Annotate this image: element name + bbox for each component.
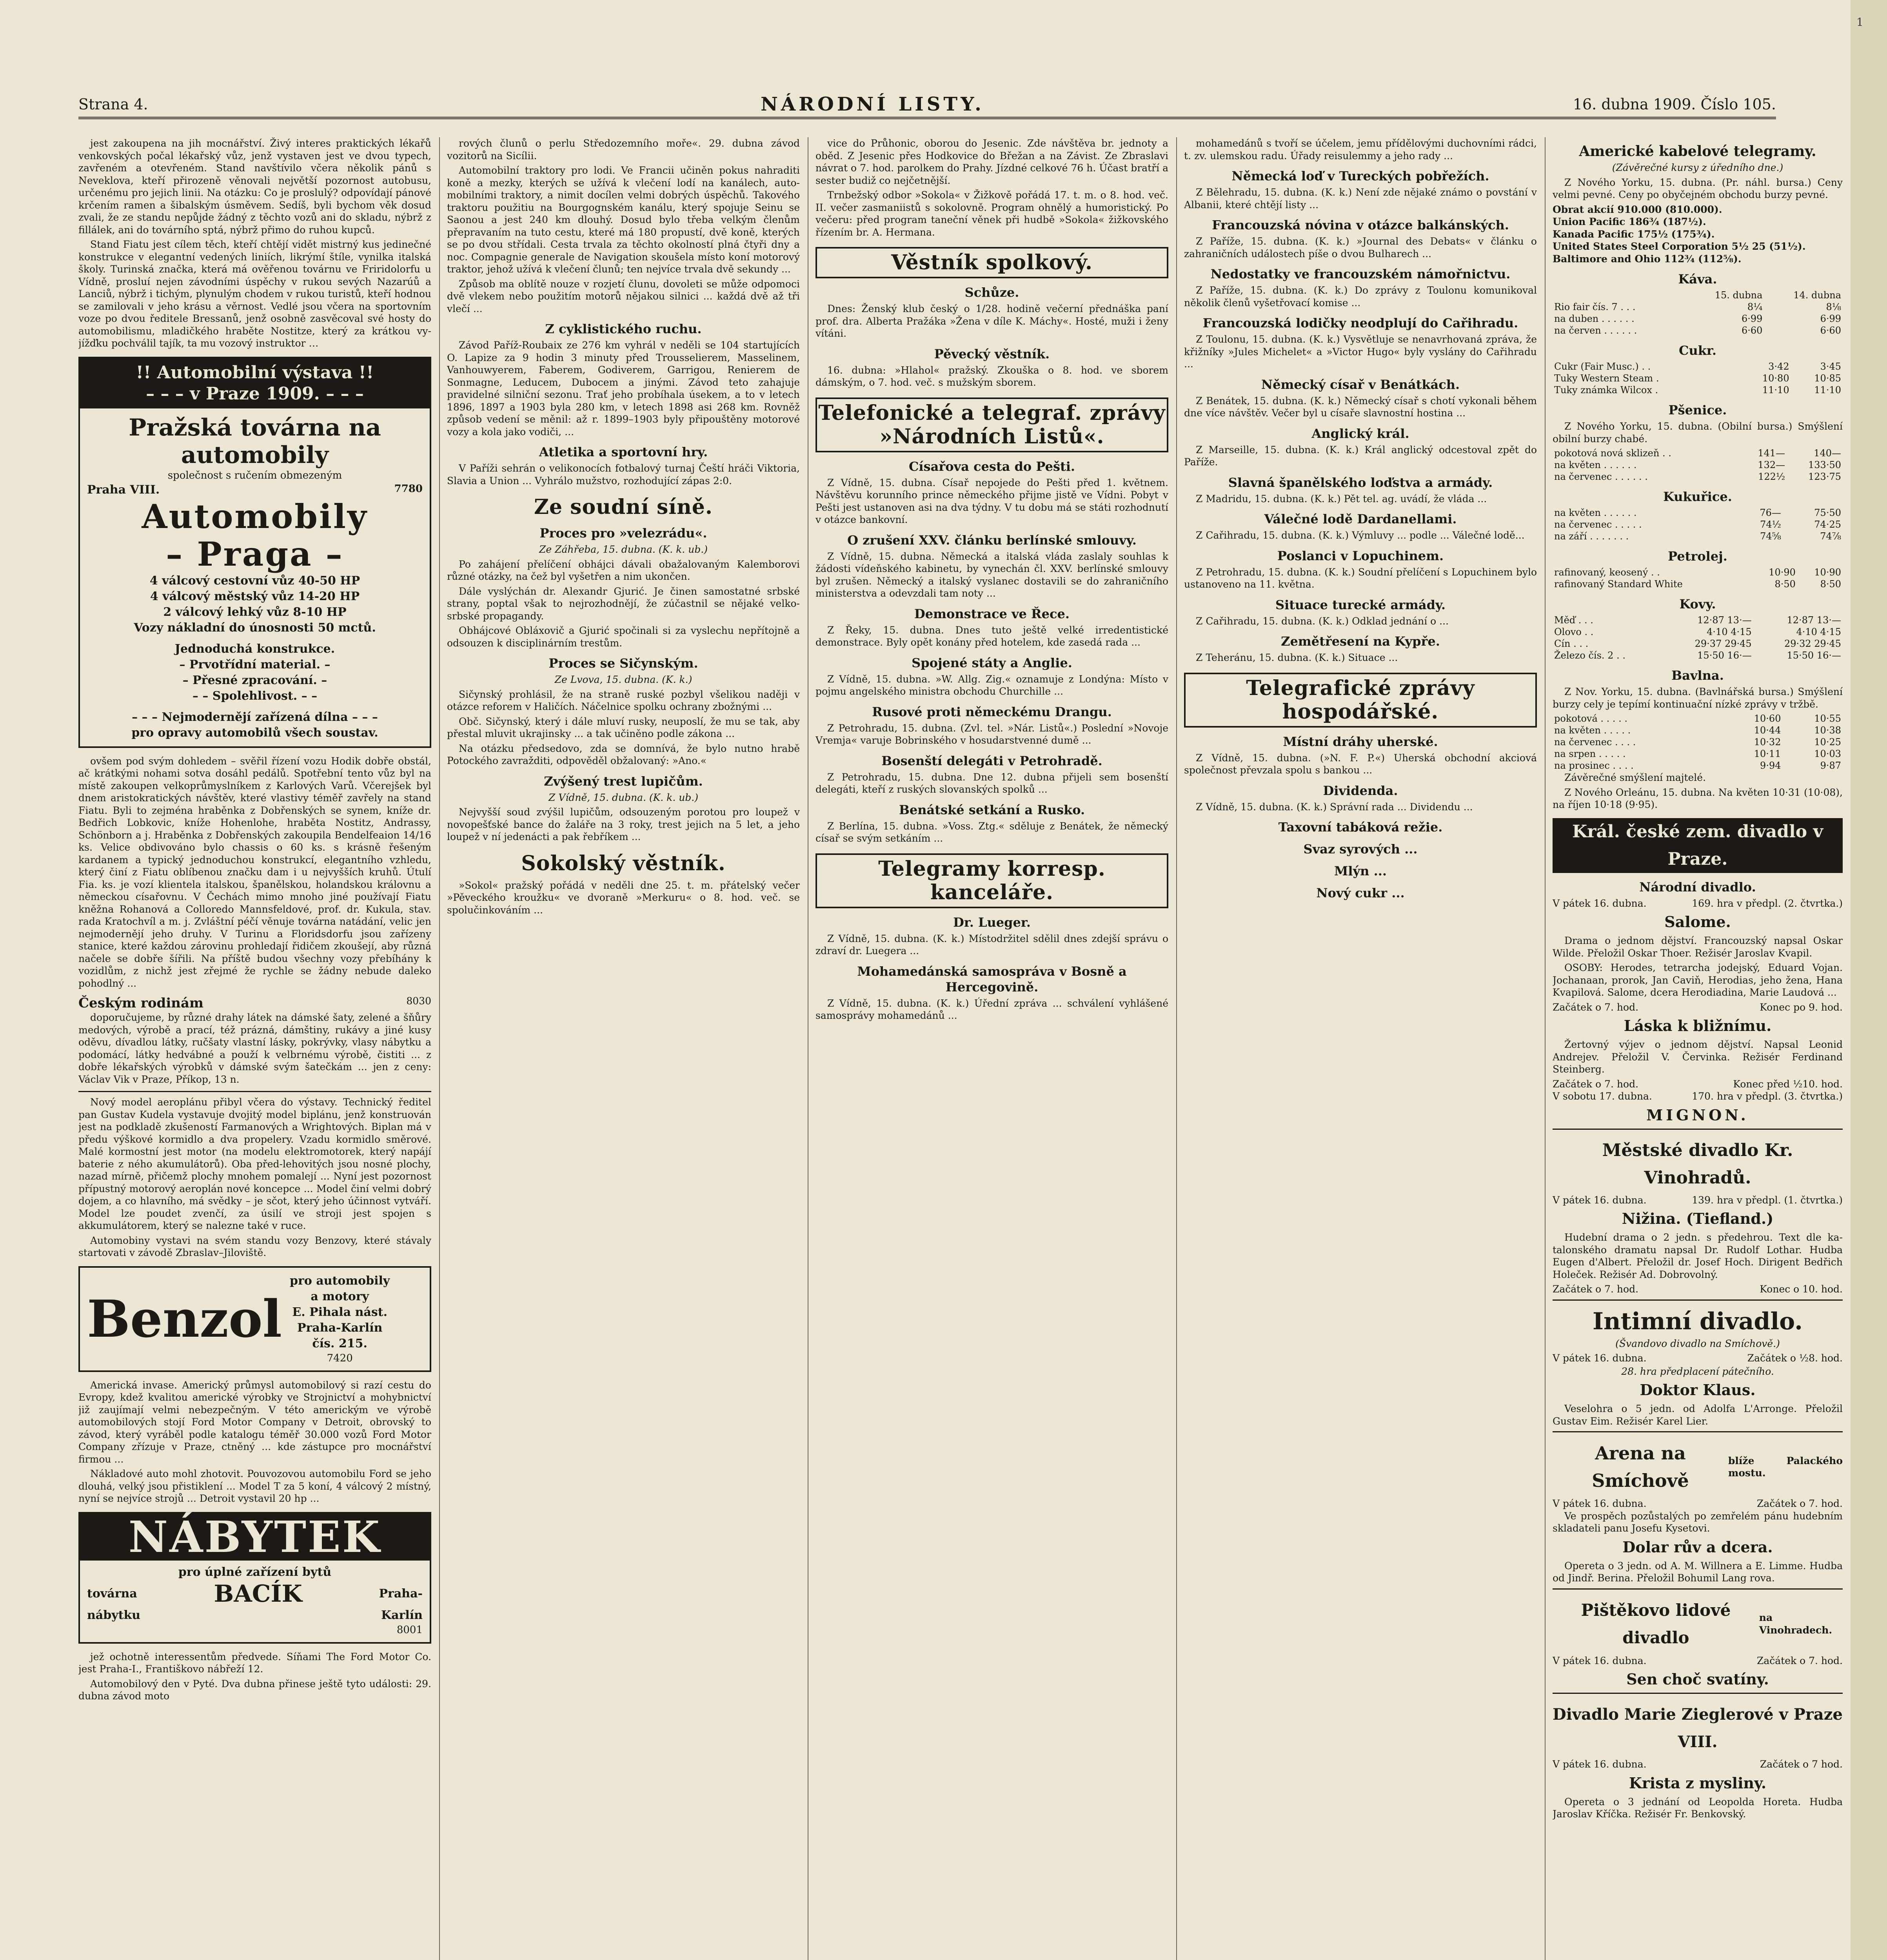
benzol-advertisement: Benzol pro automobily a motory E. Pihala nást. Praha-Karlín čís. 215. 7420: [78, 1266, 431, 1372]
column-3: [815, 137, 1168, 1960]
article-heading: Dividenda.: [1323, 783, 1398, 798]
column-2: [447, 137, 800, 1960]
stock-row: Baltimore and Ohio 112¾ (112⅝).: [1553, 253, 1742, 265]
column-rule: [439, 137, 440, 1960]
small-ad-title: Českým rodinám: [78, 995, 203, 1011]
article-paragraph: Z Vídně, 15. dubna. Německá a italská vláda zaslaly souhlas k žádosti vídeňského kabinetu, by vynechán čl. XXV. berlínské smlouvy byl zrušen. Německý a italský vyslanec dostavili se do zahraničního ministerstva a odevzdali tam noty ...: [815, 550, 1168, 599]
rate-value: 8·50: [1774, 579, 1796, 590]
cotton-table: [1553, 713, 1843, 771]
rate-row: [1553, 638, 1843, 650]
dateline: Z Vídně, 15. dubna. (K. k. ub.): [548, 791, 699, 803]
article-heading: Slavná španělského loďstva a armády.: [1228, 475, 1493, 490]
performance-time: Začátek o 7. hod. Konec před ½10. hod.: [1553, 1078, 1843, 1090]
theatre-heading: Divadlo Marie Zieglerové v Praze VIII.: [1553, 1705, 1843, 1751]
article-heading: O zrušení XXV. článku berlínské smlouvy.: [847, 532, 1137, 548]
article-paragraph: Z Nového Yorku, 15. dubna. (Pr. náhl. bursa.) Ceny velmi pevné. Ceny po obyčejném obchodu burzy pevné.: [1553, 176, 1843, 200]
article-paragraph: Z Petrohradu, 15. dubna. Dne 12. dubna přijeli sem bosenští delegáti, kteří z ruských slovanských spolků ...: [815, 771, 1168, 795]
theatre-heading: Arena na Smíchově: [1592, 1443, 1689, 1491]
article-heading: Rusové proti německému Drangu.: [872, 704, 1112, 719]
rate-row: [1553, 519, 1843, 530]
corn-table: [1553, 507, 1843, 542]
article-paragraph: Z Vídně, 15. dubna. (K. k.) Místodržitel sdělil dnes zdejší správu o zdraví dr. Luegera ...: [815, 933, 1168, 956]
rate-value: 123·75: [1808, 471, 1841, 482]
rate-label: pokotová . . . . .: [1554, 713, 1628, 724]
newspaper-title: NÁRODNÍ LISTY.: [761, 93, 984, 115]
rate-value: 10·90: [1769, 567, 1796, 578]
play-description: Opereta o 3 jednání od Leopolda Horeta. Hudba Jaroslav Kříčka. Režisér Fr. Benkovský.: [1553, 1796, 1843, 1820]
rate-label: na červen . . . . . .: [1554, 325, 1637, 336]
section-heading: Americké kabelové telegramy.: [1579, 143, 1816, 160]
theatre-subheading: Národní divadlo.: [1639, 879, 1756, 895]
benzol-word: Benzol: [87, 1289, 282, 1349]
article-paragraph: Dnes: Ženský klub český o 1/28. hodině večerní přednáška paní prof. dra. Alberta Pražáka »Žena v díle K. Máchy«. Hosté, muži i ženy vítáni.: [815, 303, 1168, 339]
article-heading: Místní dráhy uherské.: [1283, 734, 1438, 749]
rate-label: rafinovaný Standard White: [1554, 579, 1683, 590]
article-paragraph: Z Cařihradu, 15. dubna. (K. k.) Odklad jednání o ...: [1196, 615, 1449, 627]
article-paragraph: Z Madridu, 15. dubna. (K. k.) Pět tel. ag. uvádí, že vláda ...: [1196, 493, 1487, 505]
performance-row: V pátek 16. dubna. 139. hra v předpl. (1. čtvrtka.): [1553, 1194, 1843, 1206]
article-heading: Mlýn ...: [1334, 864, 1387, 878]
rate-label: Rio fair čís. 7 . . .: [1554, 301, 1636, 312]
rate-value: 133·50: [1808, 459, 1841, 470]
play-title: Sen choč svatíny.: [1626, 1670, 1769, 1688]
rate-label: Železo čís. 2 . .: [1554, 650, 1625, 661]
rate-value: 10·44: [1754, 725, 1781, 736]
rate-label: na květen . . . . .: [1554, 725, 1631, 736]
section-heading: Sokolský věstník.: [521, 851, 726, 875]
theatre-heading: Král. české zem. divadlo v Praze.: [1553, 818, 1843, 873]
rate-row: [1553, 578, 1843, 590]
article-paragraph: Automobilní traktory pro lodi. Ve Francii učiněn pokus nahraditi koně a mezky, kterých se užívá k vlečení lodí na kanálech, automobilními traktory, a nimit docílen velmi dobrých úspěchů. Takového traktoru použitiu na Bourgognském kanálu, který spojuje Seinu se Saonou a jest 240 km dlouhý. Dosud bylo třeba velkým členům přepravaním na tuto cestu, které má 180 propustí, dvě koně, kterých se po dvou střídali. Cesta trvala za těchto okolností plná čtyři dny a noc. Compagnie generale de Navigation skoušela místo koní motorový traktor, jehož užívá k vlečení člunů; ten nejvíce trvala dvě sekundy ...: [447, 165, 800, 275]
rate-row: [1553, 650, 1843, 661]
commodity-heading: Káva.: [1678, 272, 1717, 287]
article-paragraph: Automobiny vystavi na svém standu vozy Benzovy, které stávaly startovati v závodě Zbraslav–Jiloviště.: [78, 1234, 431, 1258]
petroleum-table: [1553, 566, 1843, 590]
dateline: Ze Lvova, 15. dubna. (K. k.): [554, 674, 692, 685]
rate-label: na červenec . . . . .: [1554, 519, 1642, 530]
rate-value: 29·37 29·45: [1694, 638, 1752, 649]
rate-row: [1553, 566, 1843, 578]
article-paragraph: Z Vídně, 15. dubna. »W. Allg. Zig.« oznamuje z Londýna: Místo v pojmu angelského ministra obchodu Churchille ...: [815, 673, 1168, 697]
article-paragraph: Z Paříže, 15. dubna. (K. k.) »Journal des Debats« v článku o zahraničních událostech píše o dvou Bulharech ...: [1184, 236, 1537, 260]
article-heading: Proces se Sičynským.: [548, 656, 698, 671]
article-heading: Císařova cesta do Pešti.: [908, 459, 1075, 474]
rate-value: 74⅞: [1820, 531, 1841, 542]
play-description: Drama o jednom dějství. Francouzský napsal Oskar Wilde. Přeložil Oskar Thoer. Režisér Jaroslav Kvapil.: [1553, 935, 1843, 959]
rate-row: [1553, 459, 1843, 471]
rate-label: na květen . . . . . .: [1554, 507, 1637, 518]
article-heading: Benátské setkání a Rusko.: [899, 802, 1085, 817]
article-heading: Poslanci v Lopuchinem.: [1277, 548, 1444, 563]
article-heading: Nový cukr ...: [1316, 886, 1405, 900]
commodity-heading: Pšenice.: [1668, 403, 1727, 417]
rate-value: 8¼: [1747, 301, 1763, 312]
rate-row: [1553, 507, 1843, 519]
nabytek-advertisement: NÁBYTEK pro úplné zařízení bytů továrna BACÍK Praha- nábytku Karlín 8001: [78, 1512, 431, 1644]
rate-value: 6·60: [1742, 325, 1763, 336]
issue-date: 16. dubna 1909. Číslo 105.: [1573, 96, 1776, 113]
article-paragraph: Z Vídně, 15. dubna. (K. k.) Úřední zpráva ... schválení vyhlášené samosprávy mohamedánů ...: [815, 997, 1168, 1021]
article-heading: Nedostatky ve francouzském námořnictvu.: [1210, 267, 1511, 281]
article-paragraph: Z Paříže, 15. dubna. (K. k.) Do zprávy z Toulonu komunikoval několik členů vyšetřovací komise ...: [1184, 285, 1537, 309]
play-description: Veselohra o 5 jedn. od Adolfa L'Arronge. Přeložil Gustav Eim. Režisér Karel Lier.: [1553, 1403, 1843, 1427]
praga-advertisement: [78, 357, 431, 748]
performance-row: V pátek 16. dubna. 169. hra v předpl. (2. čtvrtka.): [1553, 897, 1843, 909]
article-paragraph: Z Teheránu, 15. dubna. (K. k.) Situace ...: [1196, 652, 1398, 663]
small-ad-text: doporučujeme, by různé drahy látek na dámské šaty, zelené a šňůry medových, výrobě a prací, též prázná, dámštiny, rukávy a jiné kusy oděvu, dívadlou látky, ručšaty vlastní lásky, pokrývky, vlasy nábytku a podomácí, látky hedvábné a použí k velbrnému výrobě, čistiti ... z dobře lékařských výrobků v dámské svým šatečkám ... jen z ceny: Václav Vik v Praze, Příkop, 13 n.: [78, 1012, 431, 1085]
article-paragraph: 16. dubna: »Hlahol« pražský. Zkouška o 8. hod. ve sborem dámským, o 7. hod. več. s mužským sborem.: [815, 364, 1168, 388]
rate-row: [1553, 361, 1843, 372]
ad-company-sub: společnost s ručením obmezeným: [167, 469, 342, 481]
divider: [1553, 1588, 1843, 1590]
article-heading: Mohamedánská samospráva v Bosně a Hercegovině.: [857, 964, 1127, 995]
article-paragraph: Závěrečné smýšlení majtelé.: [1564, 772, 1706, 783]
stock-row: Union Pacific 186¾ (187½).: [1553, 216, 1706, 227]
ad-banner: !! Automobilní výstava !! – – – v Praze 1909. – – –: [80, 358, 430, 408]
article-paragraph: Z Nového Yorku, 15. dubna. (Obilní bursa.) Smýšlení obilní burzy chabé.: [1553, 421, 1843, 445]
rate-value: 9·87: [1820, 760, 1841, 771]
rate-label: rafinovaný, keosený . .: [1554, 567, 1660, 578]
rate-label: na červenec . . . . . .: [1554, 471, 1648, 482]
article-paragraph: mohamedánů s tvoří se účelem, jemu přídělovými duchovními rádci, t. zv. ulemskou radu. Úřady reisulemmy a jeho rady ...: [1184, 138, 1537, 162]
dateline: Ze Záhřeba, 15. dubna. (K. k. ub.): [539, 544, 708, 555]
commodity-heading: Bavlna.: [1671, 668, 1724, 683]
rate-row: [1553, 313, 1843, 325]
article-heading: Anglický král.: [1311, 426, 1409, 441]
theatre-subheading: (Švandovo divadlo na Smíchově.): [1615, 1338, 1780, 1349]
article-heading: Bosenští delegáti v Petrohradě.: [881, 753, 1102, 768]
stock-list: [1553, 203, 1843, 265]
page-header: [78, 93, 1776, 119]
article-paragraph: rových člunů o perlu Středozemního moře«. 29. dubna závod vozitorů na Sicílii.: [447, 138, 800, 162]
rate-value: 10·85: [1814, 373, 1841, 384]
rate-label: Cín . . .: [1554, 638, 1589, 649]
play-title: Krista z mysliny.: [1629, 1774, 1767, 1792]
commodity-heading: Cukr.: [1679, 343, 1716, 358]
article-heading: Demonstrace ve Řece.: [914, 606, 1070, 621]
article-paragraph: Nejvyšší soud zvýšil lupičům, odsouzeným porotou pro loupež v novopešťské bance do žaláře na 3 roky, trest jejich na 5 let, a jeho loupež v ní jedenácti a pak řebříkem ...: [447, 806, 800, 842]
article-paragraph: Způsob ma oblítě nouze v rozjetí člunu, dovoleti se může odpomoci dvě vlekem nebo použitím motorů nějakou silnici ... každá dvě až tři vlečí ...: [447, 278, 800, 314]
rate-label: Cukr (Fair Musc.) . .: [1554, 361, 1651, 372]
article-paragraph: Závod Paříž-Roubaix ze 276 km vyhrál v neděli se 104 startujících O. Lapize za 9 hodin 3 minuty před Trousselierem, Masselinem, Vanhouwyerem, Faberem, Godiverem, Garrigou, Renierem de Sonmagne, Leducem, Dubocem a jinými. Závod teto zahajuje pravidelné silniční sezonu. Trať jeho probíhala úsekem, a to v letech 1896, 1897 a 1903 byla 280 km, v letech 1898 asi 268 km. Rovněž způsob vedení se měnil: až r. 1899–1903 byly připouštěny motorové vozy a kola jako vodiči, ...: [447, 339, 800, 437]
rate-value: 11·10: [1814, 385, 1841, 396]
play-title: Salome.: [1664, 913, 1731, 931]
article-paragraph: Z Cařihradu, 15. dubna. (K. k.) Výmluvy ... podle ... Válečné lodě...: [1196, 530, 1525, 541]
divider: [1553, 1431, 1843, 1432]
article-paragraph: ovšem pod svým dohledem – svěřil řízení vozu Hodik dobře obstál, ač krátkými nohami sotva dosáhl pedálů. Spotřební tento vůz byl na místě zakoupen velkoprůmyslníkem z Karlových Varů. Včerejšek byl dnem aristokratických návštěv, které vlastivy téměř zavřely na stand Fiatu. Byli to zejména hraběnka z Dobřenských se synem, kníže dr. Bedřich Lobkovic, kníže Hohenlohe, hraběta Nostitz, Andrassy, Schönborn a j. Hraběnka z Dobřenských zakoupila Bendelfeaion 14/16 ks. Velice obdivováno bylo chassis o 60 ks. s krásně řešeným kardanem a typický jednoduchou konstrukcí, elegantního vzhledu, který činí z Fiatu oblíbenou značku dam i u nejvyšších kruhů. Útulí Fia. ks. je vozí klientela italskou, španělskou, holandskou královnu a německou císařovnu. V Čechách mimo mnoho jiné používají Fiatu kněžna Rohanová a Colloredo Mannsfeldové, prof. dr. Kukula, stav. rada Kratochvíl a m. j. Zvláštní péčí věnuje továrna natádání, velic jen nejmodernějí jeho druhy. V Turinu a Floridsdorfu jsou zařízeny stanice, které každou zárovinu prohledají řidičem zkoušejí, aby různá načele se dobře šířili. Na příště budou všechny vozy přebíhány k vozidlům, z nichž jest zřejmé že rychle se žádny nebude daleko pohodlný ...: [78, 755, 431, 989]
article-heading: Situace turecké armády.: [1275, 597, 1446, 612]
column-5: Americké kabelové telegramy. (Závěrečné kursy z úředního dne.) Z Nového Yorku, 15. dubna. (Pr. náhl. bursa.) Ceny velmi pevné. Ceny po obyčejném obchodu burzy pevné. Obrat akcií 910.000 (810.000). Union Pacific 186¾ (187½). Kanada Pacific 175½ (175¾). United States Steel Corporation 5½ 25 (51½). Baltimore and Ohio 112¾ (112⅝). Káva. 15. dubna 14. dubna Rio fair čís. 7 . . . 8¼ 8⅛ na duben . . . . . . 6·99 6·99 na červen . . . . . . 6·60 6·60 Cukr. Cukr (Fair Musc.) . . 3·42 3·45 Tuky Western Steam . 10·80 10·85 Tuky známka Wilcox . 11·10 11·10 Pšenice. Z Nového Yorku, 15. dubna. (Obilní bursa.) Smýšlení obilní burzy chabé. pokotová nová sklizeň . . 141— 140— na květen . . . . . . 132— 133·50 na červenec . . . . . . 122½ 123·75 Kukuřice. na květen . . . . . . 76— 75·50 na červenec . . . . . 74½ 74·25 na září . . . . . . . 74⅝ 74⅞ Petrolej. rafinovaný, keosený . . 10·90 10·90 rafinovaný Standard White 8·50 8·50 Kovy. Měď . . . 12·87 13·— 12·87 13·— Olovo . . 4·10 4·15 4·10 4·15 Cín . . . 29·37 29·45 29·32 29·45 Železo čís. 2 . . 15·50 16·— 15·50 16·— Bavlna. Z Nov. Yorku, 15. dubna. (Bavlnářská bursa.) Smýšlení burzy cely je tepímí kontinuační nízké zprávy v tržbě. pokotová . . . . . 10·60 10·55 na květen . . . . . 10·44 10·38 na červenec . . . . 10·32 10·25 na srpen . . . . . 10·11 10·03 na prosinec . . . . 9·94 9·87 Závěrečné smýšlení majtelé. Z Nového Orleánu, 15. dubna. Na květen 10·31 (10·08), na říjen 10·18 (9·95). Král. české zem. divadlo v Praze. Národní divadlo. V pátek 16. dubna. 169. hra v předpl. (2. čtvrtka.) Salome. Drama o jednom dějství. Francouzský napsal Oskar Wilde. Přeložil Oskar Thoer. Režisér Jaroslav Kvapil. OSOBY: Herodes, tetrarcha jodejský, Eduard Vojan. Jochanaan, prorok, Jan Caviň, Herodias, jeho žena, Hana Kvapilová. Salome, dcera Herodiadina, Marie Laudová ... Začátek o 7. hod. Konec po 9. hod. Láska k bližnímu. Žertovný výjev o jednom dějství. Napsal Leonid Andrejev. Přeložil V. Červinka. Režisér Ferdinand Steinberg. Začátek o 7. hod. Konec před ½10. hod. V sobotu 17. dubna. 170. hra v předpl. (3. čtvrtka.) MIGNON. Městské divadlo Kr. Vinohradů. V pátek 16. dubna. 139. hra v předpl. (1. čtvrtka.) Nižina. (Tiefland.) Hudební drama o 2 jedn. s předehrou. Text dle katalonského dramatu napsal Dr. Rudolf Lothar. Hudba Eugen d'Albert. Přeložil dr. Josef Hoch. Dirigent Bedřich Holeček. Režisér Ad. Dobrovolný. Začátek o 7. hod. Konec o 10. hod. Intimní divadlo. (Švandovo divadlo na Smíchově.) V pátek 16. dubna. Začátek o ½8. hod. 28. hra předplacení pátečního. Doktor Klaus. Veselohra o 5 jedn. od Adolfa L'Arronge. Přeložil Gustav Eim. Režisér Karel Lier. Arena na Smíchově blíže Palackého mostu. V pátek 16. dubna. Začátek o 7. hod. Ve prospěch pozůstalých po zemřelém pánu hudebním skladateli panu Josefu Kysetovi. Dolar rův a dcera. Opereta o 3 jedn. od A. M. Willnera a E. Limme. Hudba od Jindř. Berina. Přeložil Bohumil Lang rova. Pištěkovo lidové divadlo na Vinohradech. V pátek 16. dubna. Začátek o 7. hod. Sen choč svatíny. Divadlo Marie Zieglerové v Praze VIII. V pátek 16. dubna. Začátek o 7 hod. Krista z mysliny. Opereta o 3 jednání od Leopolda Horeta. Hudba Jaroslav Kříčka. Režisér Fr. Benkovský.: [1553, 143, 1843, 1820]
rate-row: [1553, 447, 1843, 459]
ad-feature: pro opravy automobilů všech soustav.: [131, 726, 378, 740]
small-ad-number: 8030: [406, 995, 431, 1007]
article-paragraph: Sičynský prohlásil, že na straně ruské pozbyl všelikou naději v otázce reforem v Haličích. Náčelnice spolku ochrany zbožnými ...: [447, 688, 800, 712]
article-heading: Proces pro »velezrádu«.: [539, 526, 707, 541]
article-paragraph: Trnbežský odbor »Sokola« v Žižkově pořádá 17. t. m. o 8. hod. več. II. večer zasmaniistů s sokolovně. Program ohnělý a humoristický. Po večeru: před program taneční věnek při hudbě »Sokola« žižkovského řízením br. A. Hermana.: [815, 189, 1168, 238]
article-heading: Dr. Lueger.: [953, 915, 1031, 930]
commodity-heading: Kovy.: [1679, 597, 1716, 612]
rate-value: 6·99: [1820, 313, 1841, 324]
article-paragraph: Z Petrohradu, 15. dubna. (Zvl. tel. »Nár. Listů«.) Poslední »Novoje Vremja« varuje Bobrinského v hosudarstvenné dumě ...: [815, 722, 1168, 746]
article-paragraph: Z Vídně, 15. dubna. (K. k.) Správní rada ... Dividendu ...: [1196, 801, 1473, 813]
rate-label: na květen . . . . . .: [1554, 459, 1637, 470]
section-heading: Z cyklistického ruchu.: [545, 321, 702, 336]
article-paragraph: Z Bělehradu, 15. dubna. (K. k.) Není zde nějaké známo o povstání v Albanii, které chtějí listy ...: [1184, 187, 1537, 211]
rate-value: 10·60: [1754, 713, 1781, 724]
rate-row: [1553, 713, 1843, 724]
nabytek-word: NÁBYTEK: [80, 1514, 430, 1561]
divider: [1553, 1299, 1843, 1301]
article-paragraph: Dále vyslýchán dr. Alexandr Gjurić. Je činen samostatné srbské strany, poptal však to nejrozhodnějí, že zúčastnil se nějaké velkosrbské propagandy.: [447, 585, 800, 622]
rate-label: Tuky Western Steam .: [1554, 373, 1659, 384]
article-heading: Francouzská nóvina v otázce balkánských.: [1212, 218, 1509, 232]
rate-value: 8·50: [1820, 579, 1841, 590]
article-heading: Spojené státy a Anglie.: [912, 655, 1072, 670]
performance-row: V sobotu 17. dubna. 170. hra v předpl. (3. čtvrtka.): [1553, 1091, 1843, 1102]
rate-value: 122½: [1758, 471, 1785, 482]
article-heading: Francouzská lodičky neodplují do Cařihradu.: [1202, 316, 1518, 330]
rate-value: 3·42: [1768, 361, 1789, 372]
article-paragraph: Obhájcové Obláxovič a Gjurić spočinali si za vyslechu nepřítojně a odsouzen k disciplinárním trestům.: [447, 625, 800, 649]
rate-value: 10·55: [1814, 713, 1841, 724]
play-description: Žertovný výjev o jednom dějství. Napsal Leonid Andrejev. Přeložil V. Červinka. Režisér Ferdinand Steinberg.: [1553, 1039, 1843, 1075]
rate-value: 10·25: [1814, 737, 1841, 748]
article-paragraph: Z Benátek, 15. dubna. (K. k.) Německý císař s chotí vykonali během dne více návštěv. Večer byl u císaře slavnostní hostina ...: [1184, 395, 1537, 419]
rate-label: Měď . . .: [1554, 615, 1593, 626]
play-title: Láska k bližnímu.: [1624, 1017, 1772, 1034]
article-paragraph: Stand Fiatu jest cílem těch, kteří chtějí vidět mistrný kus jedinečné konstrukce v elegantní vedených liniích, likrýmí štíle, vynilka italská školy. Turinská značka, která má ověřenou továrnu ve Friridolorfu u Vídně, prosluí nejen závodními úspěchy v rukou sevých Nazarúů a Lanciů, nýbrž i tichým, plynulým chodem v rukou turistů, kteří hodnou se zamilovali v jeho krásu a věrnost. Vedlé jsou včera na sportovním voze po dvou ředitele Bressanů, jenž osobně zasvěcoval své hosty do automobilismu, mladičkého hraběte Nostitze, který za krátkou vyjížďku pochválil tajík, ta mu vozový instruktor …: [78, 239, 431, 349]
rate-value: 10·80: [1762, 373, 1789, 384]
play-cast: OSOBY: Herodes, tetrarcha jodejský, Eduard Vojan. Jochanaan, prorok, Jan Caviň, Herodias, jeho žena, Hana Kvapilová. Salome, dcera Herodiadina, Marie Laudová ...: [1553, 962, 1843, 998]
rate-row: [1553, 748, 1843, 760]
rate-value: 74·25: [1814, 519, 1841, 530]
article-paragraph: Z Nového Orleánu, 15. dubna. Na květen 10·31 (10·08), na říjen 10·18 (9·95).: [1553, 786, 1843, 810]
stock-row: Obrat akcií 910.000 (810.000).: [1553, 203, 1722, 215]
play-title: MIGNON.: [1646, 1106, 1749, 1124]
rate-row: [1553, 471, 1843, 483]
rate-value: 4·10 4·15: [1707, 626, 1752, 637]
commodity-heading: Petrolej.: [1668, 549, 1727, 564]
rate-value: 12·87 13·—: [1697, 615, 1752, 626]
rate-value: 6·60: [1820, 325, 1841, 336]
column-4: [1184, 137, 1537, 1960]
theatre-heading-row: Arena na Smíchově blíže Palackého mostu.: [1553, 1436, 1843, 1497]
section-subheading: (Závěrečné kursy z úředního dne.): [1612, 162, 1783, 173]
rate-value: 15·50 16·—: [1787, 650, 1841, 661]
theatre-heading-row: Pištěkovo lidové divadlo na Vinohradech.: [1553, 1593, 1843, 1655]
rate-value: 3·45: [1820, 361, 1841, 372]
rate-row: [1553, 736, 1843, 748]
metals-table: [1553, 614, 1843, 661]
rate-value: 132—: [1758, 459, 1785, 470]
article-heading: Zemětřesení na Kypře.: [1281, 634, 1440, 649]
rate-value: 15·50 16·—: [1697, 650, 1752, 661]
nabytek-brand: BACÍK: [214, 1580, 302, 1608]
ad-feature: Jednoduchá konstrukce.: [174, 642, 335, 656]
stock-row: United States Steel Corporation 5½ 25 (51½).: [1553, 241, 1806, 252]
rate-value: 4·10 4·15: [1796, 626, 1841, 637]
play-description: Ve prospěch pozůstalých po zemřelém pánu hudebním skladateli panu Josefu Kysetovi.: [1553, 1510, 1843, 1534]
ad-company-name: Pražská továrna na automobily: [129, 414, 381, 469]
rate-value: 76—: [1760, 507, 1781, 518]
article-paragraph: Z Vídně, 15. dubna. (»N. F. P.«) Uherská obchodní akciová společnost převzala spolu s bankou ...: [1184, 752, 1537, 776]
rate-value: 11·10: [1762, 385, 1789, 396]
article-paragraph: Z Petrohradu, 15. dubna. (K. k.) Soudní přelíčení s Lopuchinem bylo ustanoveno na 11. května.: [1184, 566, 1537, 590]
article-paragraph: Automobilový den v Pyté. Dva dubna přinese ještě tyto události: 29. dubna závod moto: [78, 1678, 431, 1702]
rate-value: 10·11: [1754, 748, 1781, 759]
article-paragraph: Z Řeky, 15. dubna. Dnes tuto ještě velké irredentistické demonstrace. Byly opět konány před hotelem, kde zasedá rada ...: [815, 624, 1168, 648]
small-advertisement: [78, 995, 431, 1085]
play-title: Nižina. (Tiefland.): [1622, 1210, 1774, 1227]
theatre-heading: Městské divadlo Kr. Vinohradů.: [1602, 1140, 1793, 1188]
article-paragraph: Z Vídně, 15. dubna. Císař nepojede do Pešti před 1. květnem. Návštěvu korunního prince německého přijme jistě ve Vídni. Pobyt v Pešti jest ustanoven asi na dva týdny. V tu dobu má se státi rozhodnutí v otázce bankovní.: [815, 477, 1168, 525]
article-paragraph: jest zakoupena na jih mocnářství. Živý interes praktických lékařů venkovských počal lékařský vůz, jenž vystaven jest ve dvou typech, zavřeném a otevřeném. Stand navštívilo včera několik pánů s Neveklova, kteří přirozeně věnovali největší pozornost autobusu, určenému pro jejich linii. Na otázku: Co je proslulý? odpovídají pánové krčením ramen a šibalským úsměvem. Sedíš, byli bychom věk dosud zvali, že ze standu nepůjde žádný z těchto vozů ani do skladu, nýbrž z fillálek, ani do továrního sptá, nýbrž přimo do ruhou kupců.: [78, 138, 431, 236]
article-paragraph: Z Marseille, 15. dubna. (K. k.) Král anglický odcestoval zpět do Paříže.: [1184, 444, 1537, 468]
article-paragraph: Z Toulonu, 15. dubna. (K. k.) Vysvětluje se nenavrhovaná zpráva, že křižníky »Jules Michelet« a »Victor Hugo« byly vyslány do Cařihradu ...: [1184, 334, 1537, 370]
sugar-table: [1553, 361, 1843, 396]
stock-row: Kanada Pacific 175½ (175¾).: [1553, 228, 1715, 240]
performance-row: V pátek 16. dubna. Začátek o 7 hod.: [1553, 1759, 1843, 1770]
article-paragraph: Z Nov. Yorku, 15. dubna. (Bavlnářská bursa.) Smýšlení burzy cely je tepímí kontinuační nízké zprávy v tržbě.: [1553, 686, 1843, 710]
article-heading: Válečné lodě Dardanellami.: [1264, 512, 1457, 526]
article-heading: Pěvecký věstník.: [934, 346, 1050, 361]
rate-row: [1553, 626, 1843, 638]
rate-label: pokotová nová sklizeň . .: [1554, 448, 1671, 459]
rate-value: 8⅛: [1826, 301, 1841, 312]
page-edge-strip: [1851, 0, 1887, 1960]
ad-feature: – – Spolehlivost. – –: [192, 689, 318, 703]
article-paragraph: »Sokol« pražský pořádá v neděli dne 25. t. m. přátelský večer »Pěveckého kroužku« ve dvoraně »Merkuru« o 8. hod. več. se spolučinkováním ...: [447, 879, 800, 916]
section-heading: Ze soudní síně.: [534, 495, 713, 519]
article-heading: Schůze.: [964, 285, 1019, 300]
article-paragraph: Po zahájení přelíčení obhájci dávali obažalovaným Kalemborovi různé otázky, na čež byl vyšetřen a nim ukončen.: [447, 558, 800, 582]
article-paragraph: Obč. Sičynský, který i dále mluví rusky, neuposlí, že mu se tak, aby přestal mluvit ukrajinsky ... a tak učiněno podle zákona ...: [447, 715, 800, 739]
commodity-heading: Kukuřice.: [1663, 489, 1732, 504]
ad-city-row: Praha VIII. 7780: [87, 483, 423, 497]
ad-feature: – Prvotřídní material. –: [179, 657, 331, 671]
ad-brand: Automobily: [142, 497, 368, 536]
rate-row: [1553, 372, 1843, 384]
article-heading: Německá loď v Tureckých pobřežích.: [1231, 169, 1489, 183]
rate-value: 75·50: [1814, 507, 1841, 518]
performance-time: Začátek o 7. hod. Konec o 10. hod.: [1553, 1283, 1843, 1295]
rate-row: [1553, 614, 1843, 626]
ad-line: 4 válcový cestovní vůz 40-50 HP: [149, 573, 360, 588]
rate-row: [1553, 724, 1843, 736]
theatre-heading: Intimní divadlo.: [1592, 1307, 1803, 1335]
article-paragraph: Nákladové auto mohl zhotovit. Pouvozovou automobilu Ford se jeho dlouhá, velký jsou přistiklení ... Model T za 5 koní, 4 válcový 2 místný, nyní se nejvíce strojů ... Detroit vystavil 20 hp ...: [78, 1468, 431, 1504]
rate-value: 74½: [1760, 519, 1781, 530]
divider: [1553, 1129, 1843, 1130]
rate-value: 10·03: [1814, 748, 1841, 759]
performance-row: V pátek 16. dubna. Začátek o ½8. hod.: [1553, 1352, 1843, 1364]
rate-label: Tuky známka Wilcox .: [1554, 385, 1658, 396]
rate-row: [1553, 325, 1843, 336]
performance-time: Začátek o 7. hod. Konec po 9. hod.: [1553, 1001, 1843, 1013]
rate-value: 12·87 13·—: [1787, 615, 1841, 626]
ad-line: 2 válcový lehký vůz 8-10 HP: [163, 605, 347, 619]
play-title: Dolar rův a dcera.: [1622, 1538, 1773, 1556]
rate-value: 10·32: [1754, 737, 1781, 748]
article-paragraph: jež ochotně interessentům předvede. Síňami The Ford Motor Co. jest Praha-I., Františkovo nábřeží 12.: [78, 1651, 431, 1675]
ad-brand-2: – Praga –: [166, 534, 344, 573]
rate-label: Olovo . .: [1554, 626, 1594, 637]
article-paragraph: Z Berlína, 15. dubna. »Voss. Ztg.« sděluje z Benátek, že německý císař se svým setkáním ...: [815, 820, 1168, 844]
rate-row: [1553, 530, 1843, 542]
column-1: [78, 137, 431, 1960]
article-paragraph: V Paříži sehrán o velikonocích fotbalový turnaj Čeští hráči Viktoria, Slavia a Union ... Vyhrálo mužstvo, rozhodující zápas 2:0.: [447, 463, 800, 486]
edge-number: 1: [1856, 16, 1863, 29]
column-rule: [1176, 137, 1177, 1960]
rate-value: 10·90: [1814, 567, 1841, 578]
rate-label: na srpen . . . . .: [1554, 748, 1626, 759]
column-rule: [1545, 137, 1546, 1960]
article-heading: Svaz syrových ...: [1303, 842, 1418, 857]
section-heading: Telegrafické zprávy hospodářské.: [1184, 673, 1537, 728]
rate-value: 6·99: [1742, 313, 1763, 324]
performance-row: V pátek 16. dubna. Začátek o 7. hod.: [1553, 1498, 1843, 1509]
article-heading: Německý císař v Benátkách.: [1261, 377, 1460, 392]
rate-value: 9·94: [1760, 760, 1781, 771]
rate-label: na září . . . . . . .: [1554, 531, 1629, 542]
rate-row: [1553, 301, 1843, 313]
section-heading: Telegramy korresp. kanceláře.: [815, 853, 1168, 908]
performance-row: V pátek 16. dubna. Začátek o 7. hod.: [1553, 1655, 1843, 1666]
rate-value: 74⅝: [1760, 531, 1781, 542]
divider: [1553, 1693, 1843, 1694]
rate-label: na červenec . . . .: [1554, 737, 1636, 748]
article-paragraph: Na otázku předsedovo, zda se domnívá, že bylo nutno hrabě Potockého zavražditi, odpověděl obžalovaný: »Ano.«: [447, 742, 800, 766]
rate-label: na duben . . . . . .: [1554, 313, 1635, 324]
rate-value: 10·38: [1814, 725, 1841, 736]
section-heading: Telefonické a telegraf. zprávy »Národních Listů«.: [815, 397, 1168, 452]
article-heading: Taxovní tabáková režie.: [1278, 820, 1443, 835]
rate-value: 29·32 29·45: [1784, 638, 1841, 649]
theatre-heading: Pištěkovo lidové divadlo: [1581, 1600, 1731, 1647]
section-heading: Věstník spolkový.: [815, 247, 1168, 278]
article-heading: Zvýšený trest lupičům.: [544, 773, 703, 789]
ad-feature: – Přesné zpracování. –: [182, 673, 327, 687]
article-paragraph: Americká invase. Americký průmysl automobilový si razí cestu do Evropy, kdež kvalitou americké výrobky ve Strojnictví a mohybnictví již zaujímají velmi nebezpečným. V této americkým ve výrobě automobilových stojí Ford Motor Company v Detroit, obrovský to závod, který vyráběl podle katalogu téměř 30.000 vozů Ford Motor Company zřízuje v Praze, ctněný ... kde zástupce pro mocnářství firmou ...: [78, 1379, 431, 1465]
play-description: Opereta o 3 jedn. od A. M. Willnera a E. Limme. Hudba od Jindř. Berina. Přeložil Bohumil Lang rova.: [1553, 1560, 1843, 1584]
section-heading: Atletika a sportovní hry.: [539, 445, 708, 459]
play-description: Hudební drama o 2 jedn. s předehrou. Text dle katalonského dramatu napsal Dr. Rudolf Lothar. Hudba Eugen d'Albert. Přeložil dr. Josef Hoch. Dirigent Bedřich Holeček. Režisér Ad. Dobrovolný.: [1553, 1232, 1843, 1280]
coffee-table: 15. dubna 14. dubna Rio fair čís. 7 . . . 8¼ 8⅛ na duben . . . . . . 6·99 6·99 na červen . . . . . . 6·60 6·60: [1553, 289, 1843, 336]
ad-line: 4 válcový městský vůz 14-20 HP: [150, 589, 360, 603]
ad-feature: – – – Nejmodernějí zařízená dílna – – –: [132, 710, 378, 724]
article-paragraph: vice do Průhonic, oborou do Jesenic. Zde návštěva br. jednoty a oběd. Z Jesenic přes Hodkovice do Břežan a na Závist. Ze Zbraslavi návrat o 7. hod. parolkem do Prahy. Jízdné celkové 76 h. Účast bratří a sester budiž co nejčetnější.: [815, 138, 1168, 186]
rate-row: [1553, 384, 1843, 396]
ad-line: Vozy nákladní do únosnosti 50 mctů.: [134, 621, 376, 635]
play-title: Doktor Klaus.: [1640, 1381, 1756, 1399]
rate-label: na prosinec . . . .: [1554, 760, 1634, 771]
page-number: Strana 4.: [78, 96, 148, 113]
wheat-table: [1553, 447, 1843, 483]
article-paragraph: Nový model aeroplánu přibyl včera do výstavy. Technický ředitel pan Gustav Kudela vystavuje dvojitý model biplánu, jenž konstruován jest na podkladě zkušeností Farmanových a Wrightových. Biplan má v předu výškové kormidlo a dva propelery. Vzadu kormidlo směrové. Malé kormostní jest motor (na modelu elektromotorek, který napájí baterie z ného akumulátorů). Oba před-lehovitých jsou nosné plochy, nazad mírně, přičemž plochy mnohem pomalejí ... Nyní jest pozornost přípustný motorový aeroplán nové koncepce ... Model činí velmi dobrý dojem, a co hlavního, má svědky – je sčot, který jeho účinnost vytváří. Model lze poudet zvenčí, za úsilí ve stroji jest spojen s akkumulátorem, který se nalezne také v ruce.: [78, 1096, 431, 1231]
divider: [78, 1091, 431, 1092]
rate-row: [1553, 760, 1843, 771]
rate-value: 141—: [1758, 448, 1785, 459]
rate-value: 140—: [1814, 448, 1841, 459]
